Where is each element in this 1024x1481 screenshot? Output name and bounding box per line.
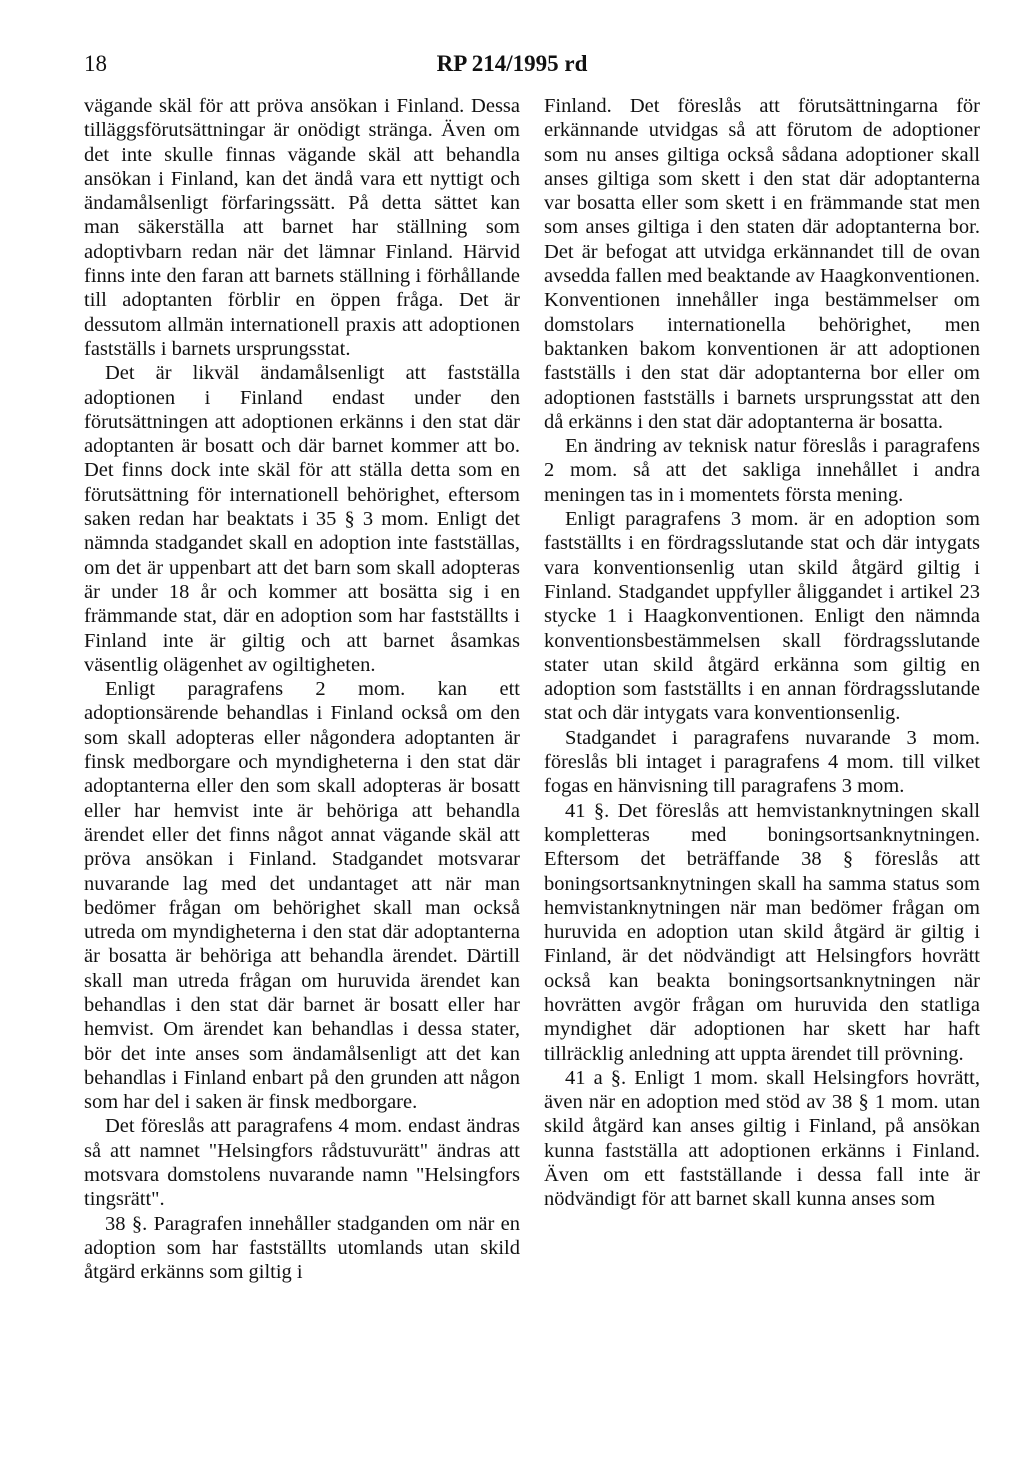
- running-head: RP 214/1995 rd: [436, 51, 588, 76]
- paragraph: vägande skäl för att pröva ansökan i Finland. Dessa tilläggsförutsättningar är onödigt stränga. Även om det inte skulle finnas vägande skäl att behandla ansökan i Finland, kan det ändå vara ett nyttigt och ändamålsenligt förfaringssätt. På detta sättet kan man säkerställa att barnet har ställning som adoptivbarn redan när det lämnar Finland. Härvid finns inte den faran att barnets ställning i förhållande till adoptanten förblir en öppen fråga. Det är dessutom allmän internationell praxis att adoptionen fastställs i barnets ursprungsstat.: [84, 95, 520, 360]
- paragraph: Enligt paragrafens 2 mom. kan ett adoptionsärende behandlas i Finland också om den som skall adopteras eller någondera adoptanten är finsk medborgare och myndigheterna i den stat där adoptanterna eller den som skall adopteras är bosatt eller har hemvist inte är behöriga att behandla ärendet eller det finns något annat vägande skäl att pröva ansökan i Finland. Stadgandet motsvarar nuvarande lag med det undantaget att när man bedömer frågan om behörighet skall man också utreda om myndigheterna i den stat där adoptanterna är bosatta är behöriga att behandla ärendet. Därtill skall man utreda frågan om huruvida ärendet kan behandlas i den stat där barnet är bosatt eller har hemvist. Om ärendet kan behandlas i dessa stater, bör det inte anses som ändamålsenligt att det kan behandlas i Finland enbart på den grunden att någon som har del i saken är finsk medborgare.: [84, 678, 520, 1114]
- right-column: [544, 94, 980, 1212]
- page-number: 18: [84, 51, 107, 76]
- paragraph: Enligt paragrafens 3 mom. är en adoption som fastställts i en fördragsslutande stat och där intygats vara konventionsenlig utan skild åtgärd giltig i Finland. Stadgandet uppfyller åliggandet i artikel 23 stycke 1 i Haagkonventionen. Enligt den nämnda konventionsbestämmelsen skall fördragsslutande stater utan skild åtgärd erkänna som giltig en adoption som fastställts i en annan fördragsslutande stat och där intygats vara konventionsenlig.: [544, 508, 980, 725]
- paragraph: Det föreslås att paragrafens 4 mom. endast ändras så att namnet "Helsingfors rådstuvurätt" ändras att motsvara domstolens nuvarande namn "Helsingfors tingsrätt".: [84, 1115, 520, 1211]
- left-column: [84, 94, 520, 1285]
- paragraph: Stadgandet i paragrafens nuvarande 3 mom. föreslås bli intaget i paragrafens 4 mom. till vilket fogas en hänvisning till paragrafens 3 mom.: [544, 726, 980, 798]
- paragraph: 41 a §. Enligt 1 mom. skall Helsingfors hovrätt, även när en adoption med stöd av 38 § 1 mom. utan skild åtgärd kan anses giltig i Finland, på ansökan kunna fastställa att adoptionen erkänns i Finland. Även om ett fastställande i dessa fall inte är nödvändigt för att barnet skall kunna anses som: [544, 1066, 980, 1211]
- paragraph: En ändring av teknisk natur föreslås i paragrafens 2 mom. så att det sakliga innehållet i andra meningen tas in i momentets första mening.: [544, 435, 980, 506]
- paragraph: 38 §. Paragrafen innehåller stadganden om när en adoption som har fastställts utomlands utan skild åtgärd erkänns som giltig i: [84, 1212, 520, 1284]
- paragraph: Finland. Det föreslås att förutsättningarna för erkännande utvidgas så att förutom de adoptioner som nu anses giltiga också sådana adoptioner skall anses giltiga som skett i den stat där adoptanterna var bosatta eller som skett i en främmande stat men som anses giltiga i den staten där adoptanterna bor. Det är befogat att utvidga erkännandet till de ovan avsedda fallen med beaktande av Haagkonventionen. Konventionen innehåller inga bestämmelser om domstolars internationella behörighet, men baktanken bakom konventionen är att adoptionen fastställs i den stat där adoptanterna bor eller om adoptionen fastställs i barnets ursprungsstat att den då erkänns i den stat där adoptanterna är bosatta.: [544, 95, 981, 433]
- paragraph: Det är likväl ändamålsenligt att fastställa adoptionen i Finland endast under den förutsättningen att adoptionen erkänns i den stat där adoptanten är bosatt och där barnet kommer att bo. Det finns dock inte skäl för att ställa detta som en förutsättning för internationell behörighet, eftersom saken redan har beaktats i 35 § 3 mom. Enligt det nämnda stadgandet skall en adoption inte fastställas, om det är uppenbart att det barn som skall adopteras är under 18 år och kommer att bosätta sig i en främmande stat, där en adoption som har fastställts i Finland inte är giltig och att barnet åsamkas väsentlig olägenhet av ogiltigheten.: [84, 362, 520, 676]
- paragraph: 41 §. Det föreslås att hemvistanknytningen skall kompletteras med boningsortsanknytningen. Eftersom det beträffande 38 § föreslås att boningsortsanknytningen skall ha samma status som hemvistanknytningen när man bedömer frågan om huruvida en adoption utan skild åtgärd är giltig i Finland, är det nödvändigt att Helsingfors hovrätt också kan beakta boningsortsanknytningen när hovrätten avgör frågan om huruvida den statliga myndighet där adoptionen har skett har haft tillräcklig anledning att uppta ärendet till prövning.: [544, 799, 980, 1065]
